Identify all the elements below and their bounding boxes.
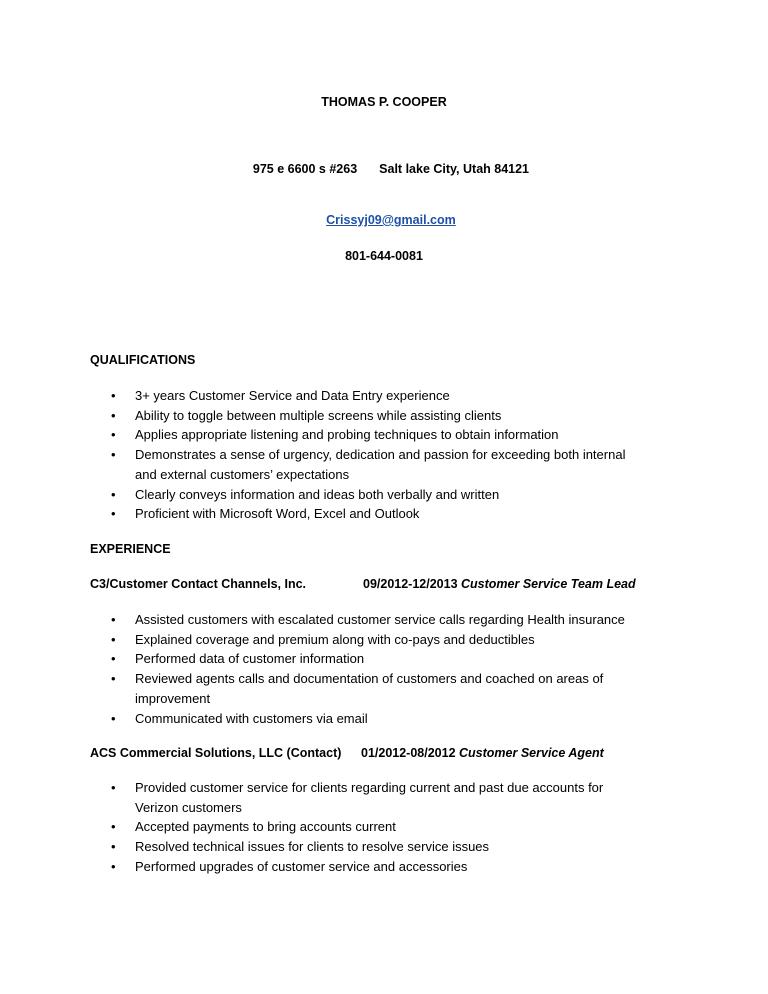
list-item: • Communicated with customers via email	[0, 709, 600, 729]
phone-number: 801-644-0081	[345, 249, 423, 263]
bullet-icon: •	[111, 651, 116, 667]
list-item: • Ability to toggle between multiple screens while assisting clients	[0, 406, 600, 426]
experience-heading: EXPERIENCE	[90, 542, 171, 556]
bullet-icon: •	[111, 388, 116, 403]
job-header	[90, 576, 636, 592]
job-role: Customer Service Agent	[459, 746, 604, 760]
bullet-icon: •	[111, 671, 116, 687]
list-item: • Applies appropriate listening and probing techniques to obtain information	[0, 425, 600, 445]
bullet-icon: •	[111, 447, 116, 463]
list-item: • Reviewed agents calls and documentation of customers and coached on areas of improvement	[111, 671, 604, 706]
job-dates-role	[363, 576, 636, 592]
job-dates-role	[361, 745, 604, 761]
candidate-name: THOMAS P. COOPER	[321, 95, 447, 109]
list-item: • Demonstrates a sense of urgency, dedication and passion for exceeding both internal and external customers’ expectations	[111, 447, 626, 482]
bullet-icon: •	[111, 819, 116, 835]
list-item: • Assisted customers with escalated customer service calls regarding Health insurance	[0, 610, 600, 630]
bullet-icon: •	[111, 839, 116, 855]
bullet-icon: •	[111, 486, 116, 502]
bullet-icon: •	[111, 710, 116, 726]
bullet-icon: •	[111, 780, 116, 795]
list-item: • Clearly conveys information and ideas both verbally and written	[0, 485, 600, 505]
address-line	[0, 145, 768, 193]
list-item: • Accepted payments to bring accounts current	[0, 817, 600, 837]
list-item: • Performed data of customer information	[0, 649, 600, 669]
email-link[interactable]: Crissyj09@gmail.com	[326, 213, 456, 227]
bullet-icon: •	[111, 427, 116, 443]
company-name: C3/Customer Contact Channels, Inc.	[90, 577, 307, 591]
company-name: ACS Commercial Solutions, LLC (Contact)	[90, 746, 342, 760]
job-duties-list	[0, 778, 604, 877]
city-state-zip: Salt lake City, Utah 84121	[379, 162, 530, 176]
bullet-icon: •	[111, 631, 116, 647]
list-item: • Provided customer service for clients regarding current and past due accounts for Verizon customers	[111, 780, 604, 815]
list-item: • Proficient with Microsoft Word, Excel and Outlook	[0, 504, 600, 524]
list-item: • Explained coverage and premium along with co-pays and deductibles	[0, 630, 600, 650]
bullet-icon: •	[111, 407, 116, 423]
email-line	[0, 196, 768, 244]
bullet-icon: •	[111, 506, 116, 522]
qualifications-heading: QUALIFICATIONS	[90, 353, 196, 367]
job-duties-list	[0, 610, 625, 728]
job-role: Customer Service Team Lead	[461, 577, 636, 591]
job-header	[90, 745, 604, 761]
list-item: • 3+ years Customer Service and Data Entry experience	[0, 386, 600, 406]
qualifications-list	[0, 386, 626, 524]
job-dates: 01/2012-08/2012	[361, 746, 456, 760]
bullet-icon: •	[111, 858, 116, 874]
job-dates: 09/2012-12/2013	[363, 577, 458, 591]
list-item: • Performed upgrades of customer service and accessories	[0, 857, 600, 877]
street-address: 975 e 6600 s #263	[252, 162, 358, 176]
bullet-icon: •	[111, 612, 116, 627]
list-item: • Resolved technical issues for clients to resolve service issues	[0, 837, 600, 857]
